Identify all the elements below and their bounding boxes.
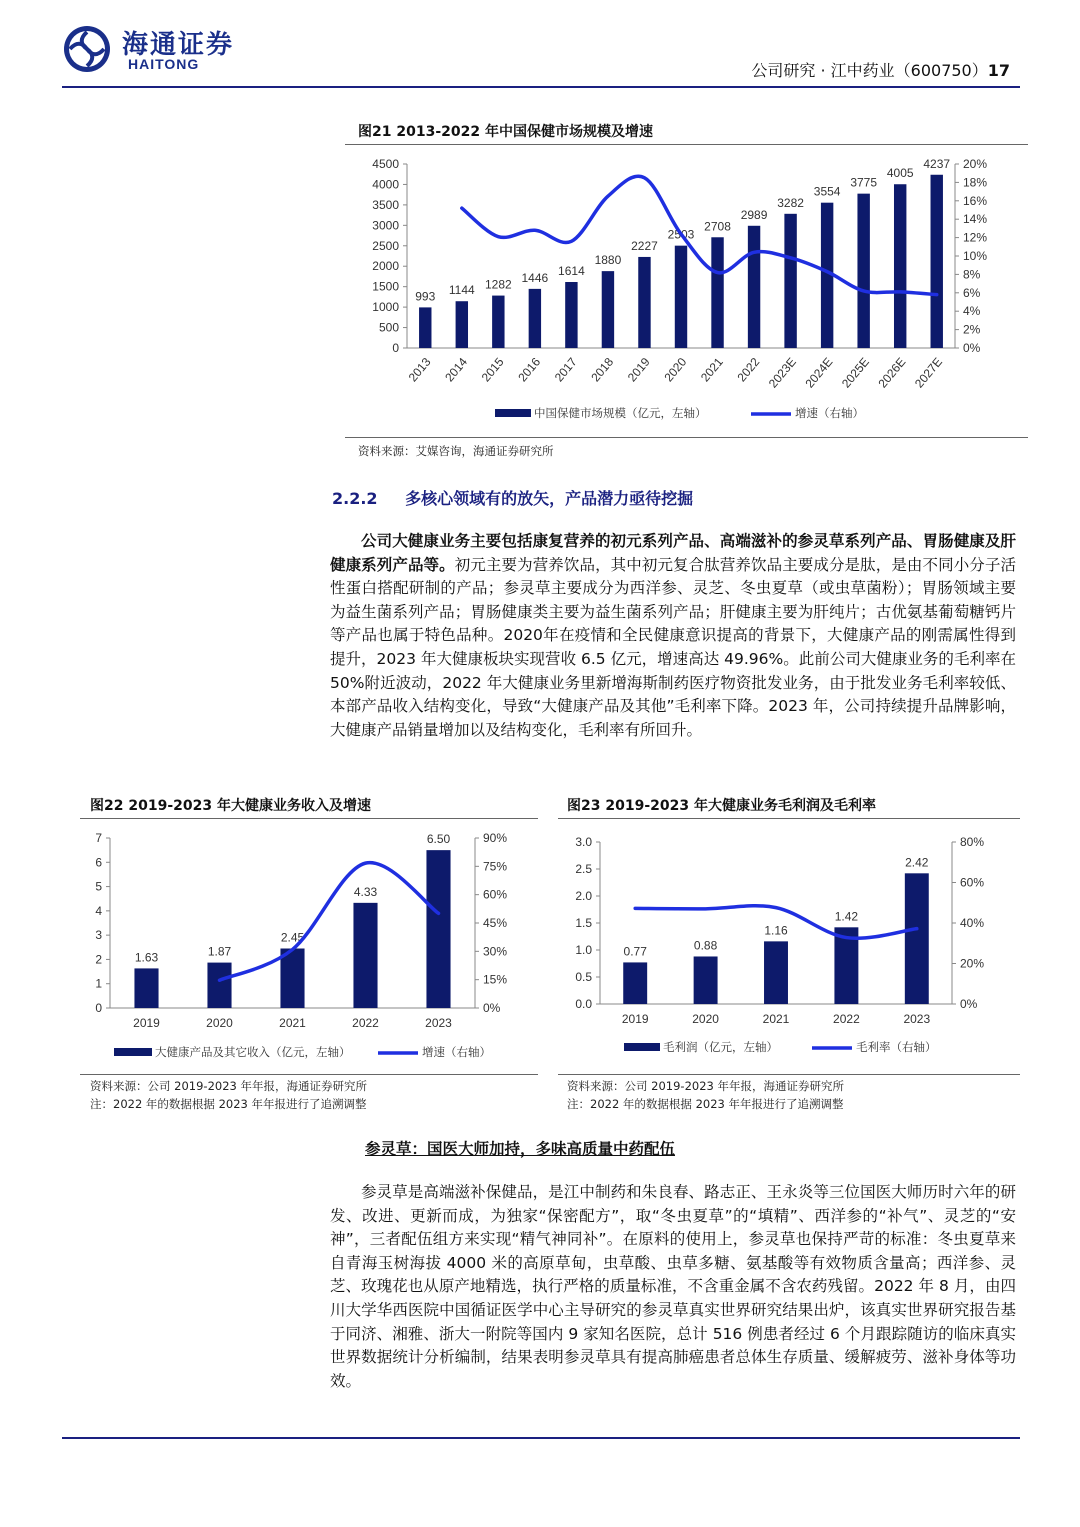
bar-data-label: 1614 — [558, 264, 585, 279]
bar — [419, 307, 431, 348]
right-tick-label: 60% — [960, 875, 985, 890]
left-tick-label: 3500 — [372, 197, 399, 212]
fig21-chart — [345, 146, 1028, 436]
left-tick-label: 500 — [378, 320, 399, 335]
left-tick-label: 0.5 — [575, 970, 592, 984]
left-tick-label: 1 — [95, 976, 102, 991]
bar-data-label: 3282 — [777, 195, 804, 210]
section-title: 多核心领域有的放矢，产品潜力亟待挖掘 — [405, 489, 694, 508]
bar-data-label: 4237 — [923, 156, 951, 171]
right-tick-label: 2% — [963, 322, 981, 337]
bar — [565, 282, 577, 348]
legend-line-label: 增速（右轴） — [795, 408, 864, 420]
bar-data-label: 3554 — [813, 184, 841, 199]
left-tick-label: 7 — [95, 831, 102, 845]
footer-rule — [62, 1437, 1020, 1439]
bar-data-label: 0.88 — [693, 938, 718, 953]
left-tick-label: 2500 — [372, 238, 399, 253]
right-tick-label: 0% — [960, 997, 978, 1011]
fig22-note: 注：2022 年的数据根据 2023 年年报进行了追溯调整 — [90, 1097, 367, 1111]
right-tick-label: 80% — [960, 835, 985, 849]
x-tick-label: 2026E — [875, 354, 909, 391]
bar-data-label: 0.77 — [623, 944, 647, 959]
subheading: 参灵草：国医大师加持，多味高质量中药配伍 — [365, 1140, 676, 1158]
x-tick-label: 2023E — [765, 354, 799, 391]
legend-line-label: 增速（右轴） — [422, 1047, 491, 1059]
right-tick-label: 4% — [963, 304, 981, 319]
fig23-top-rule — [558, 818, 1020, 819]
fig21-bottom-rule — [345, 437, 1028, 438]
bar — [207, 963, 231, 1008]
legend-bar-swatch — [114, 1048, 152, 1056]
left-tick-label: 4500 — [372, 157, 399, 171]
left-tick-label: 0 — [95, 1001, 102, 1015]
header-rule — [62, 86, 1020, 88]
right-tick-label: 0% — [483, 1001, 501, 1015]
x-tick-label: 2019 — [133, 1016, 160, 1030]
section-number: 2.2.2 — [332, 489, 378, 508]
x-tick-label: 2019 — [621, 1012, 649, 1026]
bar-data-label: 1.16 — [764, 923, 788, 938]
right-tick-label: 8% — [963, 267, 981, 282]
bar-data-label: 1.42 — [834, 909, 859, 924]
legend-bar-label: 大健康产品及其它收入（亿元，左轴） — [155, 1047, 351, 1059]
left-tick-label: 2000 — [372, 259, 399, 274]
left-tick-label: 3.0 — [575, 835, 592, 849]
bar — [894, 184, 906, 348]
x-tick-label: 2016 — [515, 354, 544, 385]
bar — [694, 956, 718, 1004]
fig22-top-rule — [80, 818, 538, 819]
fig21-title: 图21 2013-2022 年中国保健市场规模及增速 — [358, 124, 653, 140]
bar — [134, 968, 158, 1008]
x-tick-label: 2025E — [838, 354, 872, 391]
right-tick-label: 75% — [483, 859, 508, 874]
legend-bar-swatch — [495, 409, 531, 417]
x-tick-label: 2014 — [442, 354, 471, 385]
x-tick-label: 2022 — [734, 354, 763, 385]
right-tick-label: 60% — [483, 887, 508, 902]
x-tick-label: 2020 — [692, 1012, 719, 1026]
left-tick-label: 1.0 — [575, 943, 592, 957]
left-tick-label: 0.0 — [575, 997, 592, 1011]
right-tick-label: 16% — [963, 193, 988, 208]
right-tick-label: 20% — [963, 157, 988, 171]
right-tick-label: 12% — [963, 230, 988, 245]
fig21-source: 资料来源：艾媒咨询，海通证券研究所 — [358, 444, 554, 458]
left-tick-label: 0 — [392, 341, 399, 355]
x-tick-label: 2013 — [405, 354, 434, 385]
fig22-bottom-rule — [80, 1074, 538, 1075]
paragraph-1 — [330, 530, 1016, 742]
left-tick-label: 3 — [95, 928, 102, 943]
bar-data-label: 4005 — [886, 166, 914, 181]
bar-data-label: 1.63 — [134, 950, 159, 965]
x-tick-label: 2020 — [661, 354, 690, 385]
left-tick-label: 1000 — [372, 300, 399, 315]
right-tick-label: 40% — [960, 916, 985, 930]
fig22-title: 图22 2019-2023 年大健康业务收入及增速 — [90, 798, 371, 814]
left-tick-label: 2 — [95, 952, 102, 967]
bar-data-label: 2227 — [631, 238, 658, 253]
page-number: 17 — [987, 61, 1010, 80]
logo-en: HAITONG — [128, 56, 200, 72]
x-tick-label: 2021 — [762, 1012, 790, 1026]
bar-data-label: 2708 — [704, 219, 731, 234]
left-tick-label: 3000 — [372, 218, 399, 233]
fig23-chart — [558, 820, 1020, 1074]
bar — [492, 296, 504, 348]
legend-bar-label: 毛利润（亿元，左轴） — [663, 1042, 778, 1054]
left-tick-label: 4000 — [372, 177, 399, 192]
right-tick-label: 14% — [963, 212, 988, 227]
haitong-logo-icon — [62, 24, 112, 74]
right-tick-label: 45% — [483, 916, 508, 930]
legend-line-label: 毛利率（右轴） — [856, 1042, 937, 1054]
bar-data-label: 1144 — [448, 283, 475, 298]
fig23-bottom-rule — [558, 1074, 1020, 1075]
left-tick-label: 6 — [95, 855, 102, 870]
left-tick-label: 2.0 — [575, 889, 592, 903]
fig21-top-rule — [345, 144, 1028, 145]
bar — [426, 850, 450, 1008]
fig23-note: 注：2022 年的数据根据 2023 年年报进行了追溯调整 — [567, 1097, 844, 1111]
x-tick-label: 2023 — [903, 1012, 931, 1026]
x-tick-label: 2019 — [624, 354, 653, 385]
paragraph-1-lead: 公司大健康业务主要包括康复营养的初元系列产品、高端滋补的参灵草系列产品、胃肠健康及肝健康系列产品等。 — [330, 532, 1016, 574]
bar-data-label: 3775 — [850, 175, 878, 190]
x-tick-label: 2020 — [206, 1016, 233, 1030]
bar-data-label: 2989 — [740, 207, 768, 222]
bar — [529, 289, 541, 348]
bar-data-label: 993 — [415, 289, 436, 304]
legend-bar-swatch — [624, 1043, 660, 1051]
x-tick-label: 2022 — [352, 1016, 379, 1030]
x-tick-label: 2021 — [279, 1016, 306, 1030]
x-tick-label: 2021 — [697, 354, 726, 385]
fig23-source: 资料来源：公司 2019-2023 年年报，海通证券研究所 — [567, 1079, 844, 1093]
bar — [623, 962, 647, 1004]
x-tick-label: 2018 — [588, 354, 617, 385]
right-tick-label: 18% — [963, 175, 988, 190]
right-tick-label: 20% — [960, 956, 985, 971]
section-heading — [332, 486, 693, 509]
bar-data-label: 2.42 — [905, 855, 929, 870]
bar — [456, 301, 468, 348]
page-header-title — [751, 58, 1010, 81]
paragraph-1-body: 初元主要为营养饮品，其中初元复合肽营养饮品主要成分是肽，是由不同小分子活性蛋白搭配研制的产品；参灵草主要成分为西洋参、灵芝、冬虫夏草（或虫草菌粉）；胃肠领域主要为益生菌系列产品；胃肠健康类主要为益生菌系列产品；肝健康主要为肝纯片；古优氨基葡萄糖钙片等产品也属于特色品种。2020年在疫情和全民健康意识提高的背景下，大健康产品的刚需属性得到提升，2023 年大健康板块实现营收 6.5 亿元，增速高达 49.96%。此前公司大健康业务的毛利率在 50%附近波动，2022 年大健康业务里新增海斯制药医疗物资批发业务，由于批发业务毛利率较低、本部产品收入结构变化，导致“大健康产品及其他”毛利率下降。2023 年，公司持续提升品牌影响，大健康产品销量增加以及结构变化，毛利率有所回升。 — [330, 555, 1016, 739]
bar — [905, 873, 929, 1004]
legend-bar-label: 中国保健市场规模（亿元，左轴） — [534, 408, 707, 420]
x-tick-label: 2024E — [802, 354, 836, 391]
left-tick-label: 5 — [95, 879, 102, 894]
x-tick-label: 2023 — [425, 1016, 452, 1030]
x-tick-label: 2017 — [551, 354, 580, 385]
fig22-source: 资料来源：公司 2019-2023 年年报，海通证券研究所 — [90, 1079, 367, 1093]
bar — [931, 175, 943, 348]
bar-data-label: 1446 — [521, 270, 549, 285]
bar-data-label: 6.50 — [426, 832, 451, 847]
x-tick-label: 2022 — [833, 1012, 860, 1026]
right-tick-label: 30% — [483, 944, 508, 959]
bar — [602, 271, 614, 348]
bar-data-label: 2503 — [667, 227, 695, 242]
logo — [62, 22, 262, 78]
bar — [675, 246, 687, 348]
bar-data-label: 2.45 — [280, 930, 305, 945]
bar-data-label: 1282 — [484, 277, 512, 292]
x-tick-label: 2015 — [478, 354, 507, 385]
header-company: 公司研究 · 江中药业（600750） — [751, 61, 988, 80]
bar — [353, 903, 377, 1008]
bar — [764, 941, 788, 1004]
left-tick-label: 1.5 — [575, 916, 592, 930]
right-tick-label: 6% — [963, 285, 981, 300]
right-tick-label: 0% — [963, 341, 981, 355]
bar-data-label: 1880 — [594, 253, 622, 268]
x-tick-label: 2027E — [912, 354, 946, 391]
fig22-chart — [80, 820, 538, 1074]
bar — [784, 214, 796, 348]
fig23-title: 图23 2019-2023 年大健康业务毛利润及毛利率 — [567, 798, 876, 814]
bar — [857, 194, 869, 348]
bar-data-label: 4.33 — [353, 884, 378, 899]
bar-data-label: 1.87 — [207, 944, 232, 959]
right-tick-label: 10% — [963, 249, 988, 263]
right-tick-label: 90% — [483, 831, 508, 845]
logo-cn: 海通证券 — [122, 30, 235, 60]
paragraph-2: 参灵草是高端滋补保健品，是江中制药和朱良春、路志正、王永炎等三位国医大师历时六年的研发、改进、更新而成，为独家“保密配方”，取“冬虫夏草”的“填精”、西洋参的“补气”、灵芝的“安神”，三者配伍组方来实现“精气神同补”。在原料的使用上，参灵草也保持严苛的标准：冬虫夏草来自青海玉树海拔 4000 米的高原草甸，虫草酸、虫草多糖、氨基酸等有效物质含量高；西洋参、灵芝、玫瑰花也从原产地精选，执行严格的质量标准，不含重金属不含农药残留。2022 年 8 月，由四川大学华西医院中国循证医学中心主导研究的参灵草真实世界研究结果出炉，该真实世界研究报告基于同济、湘雅、浙大一附院等国内 9 家知名医院，总计 516 例患者经过 6 个月跟踪随访的临床真实世界数据统计分析编制，结果表明参灵草具有提高肺癌患者总体生存质量、缓解疲劳、滋补身体等功效。 — [330, 1183, 1016, 1390]
bar — [748, 226, 760, 348]
bar — [638, 257, 650, 348]
left-tick-label: 2.5 — [575, 862, 592, 876]
left-tick-label: 4 — [95, 903, 102, 918]
growth-line — [220, 863, 439, 981]
bar — [711, 237, 723, 348]
left-tick-label: 1500 — [372, 279, 399, 294]
right-tick-label: 15% — [483, 972, 508, 987]
